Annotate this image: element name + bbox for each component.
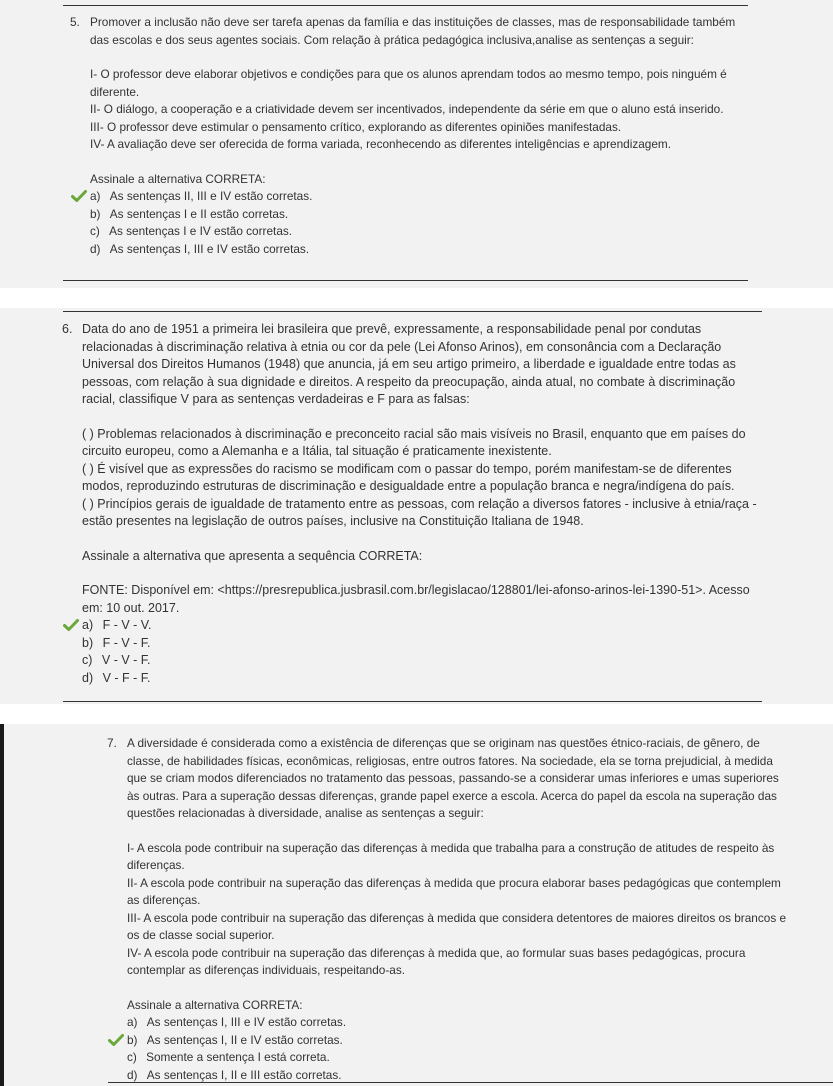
option-letter: c): [82, 653, 93, 667]
divider-bottom-q5: [63, 280, 748, 281]
answer-option[interactable]: [82, 670, 764, 688]
sentence-item: III- O professor deve estimular o pensamento crítico, explorando as diferentes opiniões manifestadas.: [90, 119, 622, 134]
option-text: As sentenças I, II e III estão corretas.: [146, 1067, 342, 1082]
answer-option[interactable]: [90, 241, 750, 259]
correct-check-icon: [63, 617, 79, 633]
option-letter: a): [90, 189, 101, 203]
sentence-item: III- A escola pode contribuir na superação das diferenças à medida que considera detentores de maiores direitos os brancos e os de classe social superior.: [127, 910, 787, 942]
option-letter: c): [127, 1050, 137, 1064]
divider-top-q5: [63, 5, 748, 6]
option-text: V - V - F.: [101, 653, 151, 667]
options-list: [127, 1014, 787, 1084]
sentence-item: IV- A escola pode contribuir na superação das diferenças à medida que, ao formular suas bases pedagógicas, procura contemplar as diferenças individuais, respeitando-as.: [127, 945, 746, 977]
option-text: As sentenças II, III e IV estão corretas.: [109, 189, 313, 203]
option-letter: b): [82, 635, 94, 650]
question-5: [70, 14, 750, 258]
question-statement: Data do ano de 1951 a primeira lei brasileira que prevê, expressamente, a responsabilidade penal por condutas relacionadas à discriminação relativa à etnia ou cor da pele (Lei Afonso Arinos), em consonância com a Declaração Universal dos Direitos Humanos (1948) que anuncia, já em seu artigo primeiro, a liberdade e igualdade entre todas as pessoas, com relação à sua dignidade e direitos. A respeito da preocupação, ainda atual, no combate à discriminação racial, classifique V para as sentenças verdadeiras e F para as falsas:: [82, 322, 736, 406]
option-letter: a): [127, 1015, 138, 1029]
sentence-item: IV- A avaliação deve ser oferecida de forma variada, reconhecendo as diferentes inteligências e aprendizagem.: [90, 137, 672, 151]
option-text: As sentenças I e IV estão corretas.: [109, 224, 293, 238]
option-text: V - F - F.: [102, 670, 151, 685]
question-prompt: Assinale a alternativa CORRETA:: [127, 997, 303, 1012]
option-text: As sentenças I, III e IV estão corretas.: [109, 241, 310, 256]
answer-option[interactable]: [82, 635, 764, 653]
answer-option[interactable]: [127, 1067, 787, 1085]
question-prompt: Assinale a alternativa que apresenta a sequência CORRETA:: [82, 548, 423, 563]
question-number: 5.: [70, 15, 80, 29]
correct-check-icon: [71, 188, 87, 204]
option-letter: a): [82, 618, 94, 632]
option-letter: d): [82, 670, 94, 685]
answer-option[interactable]: [82, 617, 764, 635]
option-text: As sentenças I e II estão corretas.: [109, 206, 289, 221]
sentence-item: I- O professor deve elaborar objetivos e condições para que os alunos aprendam todos ao mesmo tempo, pois ninguém é diferente.: [90, 67, 727, 99]
answer-option[interactable]: [127, 1049, 787, 1067]
options-list: [82, 617, 764, 687]
sentence-item: II- A escola pode contribuir na superação das diferenças à medida que procura elaborar bases pedagógicas que contemplem as diferenças.: [127, 875, 781, 907]
option-letter: b): [90, 206, 101, 221]
question-7: [107, 735, 787, 1084]
answer-option[interactable]: [82, 652, 764, 670]
option-text: F - V - F.: [102, 635, 151, 650]
sentence-item: II- O diálogo, a cooperação e a criatividade devem ser incentivados, independente da série em que o aluno está inserido.: [90, 102, 724, 116]
options-list: [90, 188, 750, 258]
answer-option[interactable]: [90, 206, 750, 224]
question-number: 6.: [62, 322, 73, 336]
question-statement: Promover a inclusão não deve ser tarefa apenas da família e das instituições de classes, mas de responsabilidade também das escolas e dos seus agentes sociais. Com relação à prática pedagógica inclusiva,analise as sentenças a seguir:: [90, 15, 736, 47]
source-citation: FONTE: Disponível em: <https://presrepublica.jusbrasil.com.br/legislacao/128801/lei-afonso-arinos-lei-1390-51>. Acesso em: 10 out. 2017.: [82, 583, 750, 615]
option-letter: c): [90, 224, 100, 238]
question-statement: A diversidade é considerada como a existência de diferenças que se originam nas questões étnico-raciais, de gênero, de classe, de habilidades físicas, econômicas, religiosas, entre outros fatores. Na sociedade, ela se torna prejudicial, à medida que se criam modos diferenciados no tratamento das pessoas, passando-se a considerar umas inferiores e umas superiores às outras. Para a superação dessas diferenças, grande papel exerce a escola. Acerca do papel da escola na superação das questões relacionadas à diversidade, analise as sentenças a seguir:: [127, 736, 779, 820]
correct-check-icon: [108, 1032, 124, 1048]
sentence-item: ( ) Princípios gerais de igualdade de tratamento entre as pessoas, com relação a diversos fatores - inclusive à etnia/raça - estão presentes na legislação de outros países, inclusive na Constituição Italiana de 1948.: [82, 496, 757, 528]
sentence-item: ( ) É visível que as expressões do racismo se modificam com o passar do tempo, porém manifestam-se de diferentes modos, reproduzindo estruturas de discriminação e desigualdade entre a população branca e negra/indígena do país.: [82, 461, 735, 493]
option-text: As sentenças I, III e IV estão corretas.: [146, 1015, 347, 1029]
answer-option[interactable]: [127, 1032, 787, 1050]
question-prompt: Assinale a alternativa CORRETA:: [90, 171, 266, 186]
answer-option[interactable]: [90, 188, 750, 206]
option-text: Somente a sentença I está correta.: [146, 1050, 330, 1064]
option-text: As sentenças I, II e IV estão corretas.: [146, 1032, 343, 1047]
sentence-item: I- A escola pode contribuir na superação das diferenças à medida que trabalha para a construção de atitudes de respeito às diferenças.: [127, 840, 775, 872]
option-letter: d): [90, 241, 101, 256]
option-letter: d): [127, 1067, 138, 1082]
sentence-item: ( ) Problemas relacionados à discriminação e preconceito racial são mais visíveis no Brasil, enquanto que em países do circuito europeu, como a Alemanha e a Itália, tal situação é praticamente inexistente.: [82, 426, 746, 458]
option-letter: b): [127, 1032, 138, 1047]
option-text: F - V - V.: [102, 618, 152, 632]
answer-option[interactable]: [127, 1014, 787, 1032]
divider-bottom-q6: [63, 701, 762, 702]
divider-top-q6: [63, 311, 762, 312]
question-6: [62, 321, 764, 687]
left-edge-bar: [0, 724, 4, 1086]
question-number: 7.: [107, 736, 117, 750]
answer-option[interactable]: [90, 223, 750, 241]
